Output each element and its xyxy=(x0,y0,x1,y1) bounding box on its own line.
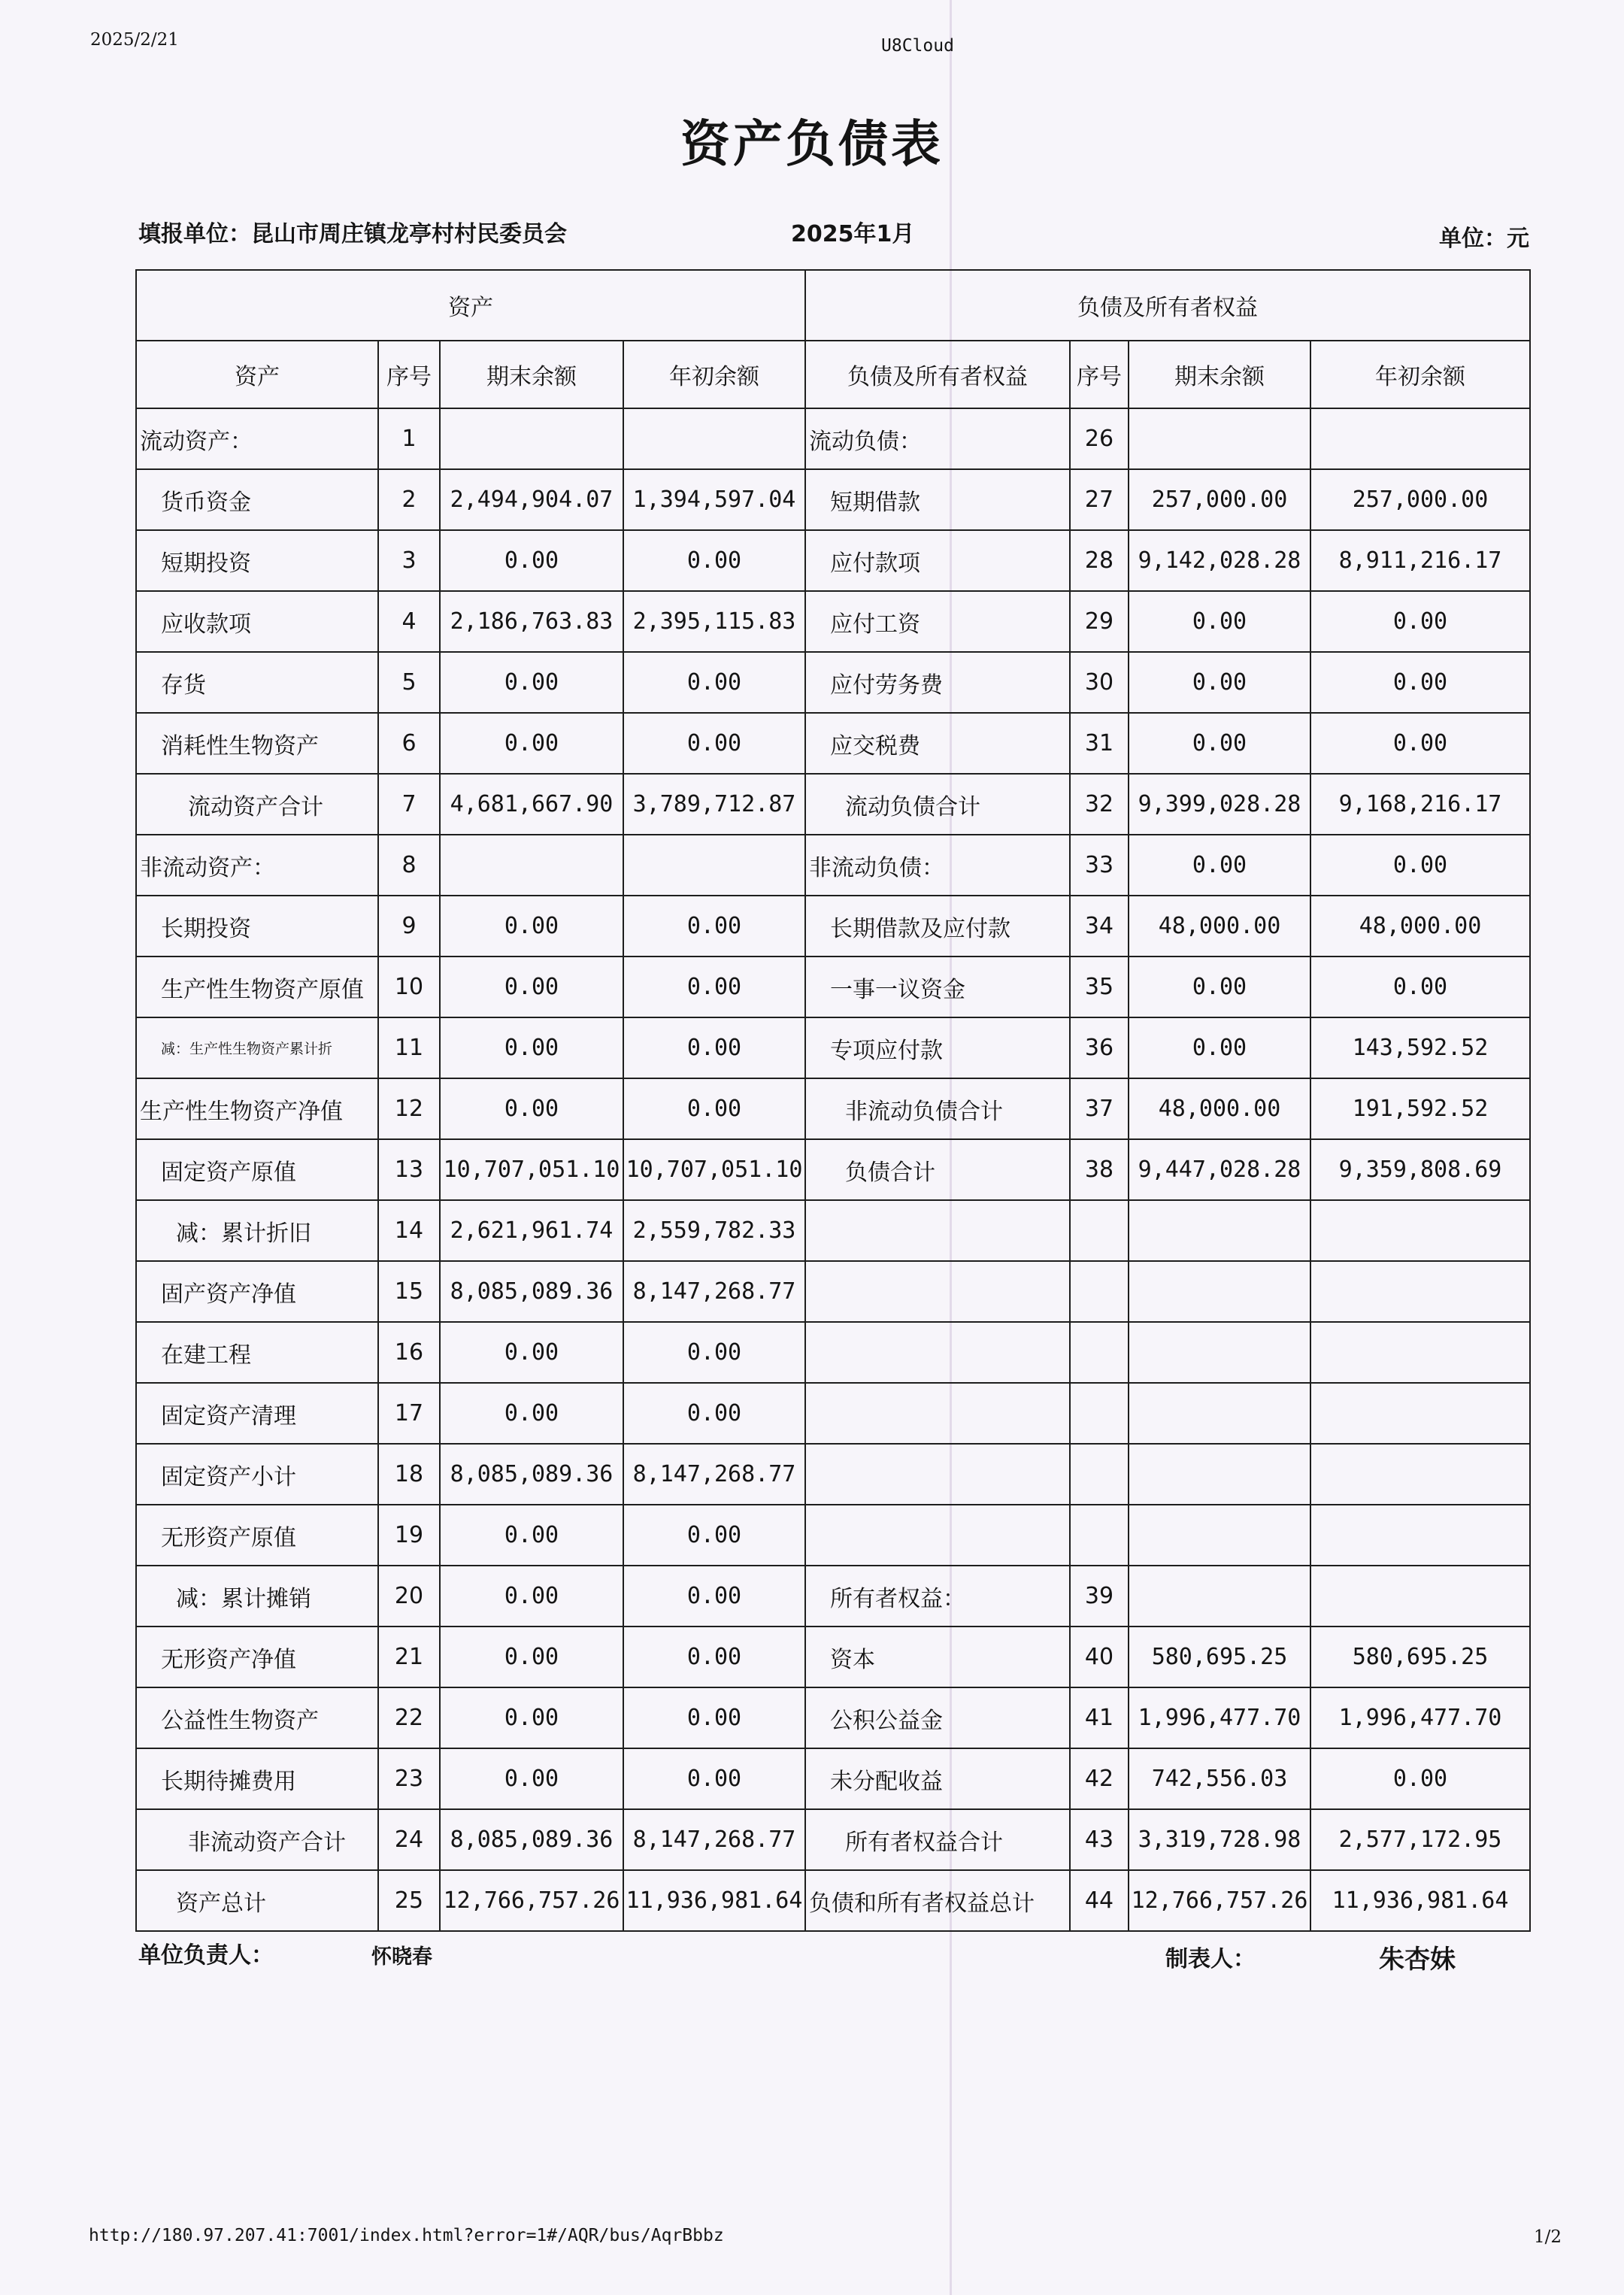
asset-name-cell: 消耗性生物资产 xyxy=(136,713,378,774)
col-begin-balance-2: 年初余额 xyxy=(1310,341,1530,408)
asset-begin-balance-cell xyxy=(623,408,805,469)
asset-seq-cell: 9 xyxy=(378,896,440,957)
liab-seq-cell xyxy=(1070,1444,1129,1505)
asset-seq-cell: 23 xyxy=(378,1748,440,1809)
liab-end-balance-cell xyxy=(1129,1200,1310,1261)
liab-end-balance-cell: 257,000.00 xyxy=(1129,469,1310,530)
report-title: 资产负债表 xyxy=(680,115,944,173)
asset-name-cell: 无形资产原值 xyxy=(136,1505,378,1566)
asset-begin-balance-cell: 0.00 xyxy=(623,1566,805,1627)
report-period: 2025年1月 xyxy=(791,221,915,247)
asset-seq-cell: 13 xyxy=(378,1139,440,1200)
asset-seq-cell: 14 xyxy=(378,1200,440,1261)
asset-begin-balance-cell: 1,394,597.04 xyxy=(623,469,805,530)
liab-end-balance-cell: 1,996,477.70 xyxy=(1129,1687,1310,1748)
asset-begin-balance-cell: 0.00 xyxy=(623,1078,805,1139)
liab-seq-cell: 44 xyxy=(1070,1870,1129,1931)
liab-end-balance-cell: 0.00 xyxy=(1129,713,1310,774)
liab-name-cell: 应付款项 xyxy=(805,530,1070,591)
liab-begin-balance-cell: 0.00 xyxy=(1310,713,1530,774)
col-liab-name: 负债及所有者权益 xyxy=(805,341,1070,408)
asset-name-cell: 公益性生物资产 xyxy=(136,1687,378,1748)
page-number: 1/2 xyxy=(1534,2227,1562,2247)
liab-name-cell xyxy=(805,1200,1070,1261)
table-row xyxy=(136,1139,1530,1200)
liab-seq-cell xyxy=(1070,1200,1129,1261)
asset-seq-cell: 1 xyxy=(378,408,440,469)
asset-end-balance-cell: 0.00 xyxy=(440,1017,623,1078)
liab-begin-balance-cell xyxy=(1310,1383,1530,1444)
liab-end-balance-cell: 0.00 xyxy=(1129,652,1310,713)
asset-begin-balance-cell: 2,559,782.33 xyxy=(623,1200,805,1261)
asset-begin-balance-cell: 0.00 xyxy=(623,1748,805,1809)
liab-end-balance-cell: 48,000.00 xyxy=(1129,896,1310,957)
asset-end-balance-cell: 0.00 xyxy=(440,896,623,957)
section-header-row xyxy=(136,270,1530,341)
asset-seq-cell: 25 xyxy=(378,1870,440,1931)
liab-seq-cell: 42 xyxy=(1070,1748,1129,1809)
asset-seq-cell: 4 xyxy=(378,591,440,652)
liab-name-cell: 流动负债： xyxy=(805,408,1070,469)
liab-seq-cell xyxy=(1070,1383,1129,1444)
asset-name-cell: 流动资产： xyxy=(136,408,378,469)
asset-begin-balance-cell: 10,707,051.10 xyxy=(623,1139,805,1200)
asset-begin-balance-cell: 8,147,268.77 xyxy=(623,1261,805,1322)
liab-begin-balance-cell: 143,592.52 xyxy=(1310,1017,1530,1078)
liab-seq-cell: 32 xyxy=(1070,774,1129,835)
asset-begin-balance-cell: 3,789,712.87 xyxy=(623,774,805,835)
liab-seq-cell: 37 xyxy=(1070,1078,1129,1139)
asset-seq-cell: 15 xyxy=(378,1261,440,1322)
liab-end-balance-cell: 742,556.03 xyxy=(1129,1748,1310,1809)
liab-begin-balance-cell: 9,168,216.17 xyxy=(1310,774,1530,835)
liab-begin-balance-cell: 580,695.25 xyxy=(1310,1627,1530,1687)
asset-begin-balance-cell: 0.00 xyxy=(623,652,805,713)
liab-seq-cell: 33 xyxy=(1070,835,1129,896)
liab-seq-cell: 34 xyxy=(1070,896,1129,957)
asset-name-cell: 非流动资产合计 xyxy=(136,1809,378,1870)
table-row xyxy=(136,1017,1530,1078)
asset-name-cell: 减：累计摊销 xyxy=(136,1566,378,1627)
liab-seq-cell: 43 xyxy=(1070,1809,1129,1870)
asset-seq-cell: 17 xyxy=(378,1383,440,1444)
asset-end-balance-cell: 0.00 xyxy=(440,1748,623,1809)
liab-end-balance-cell: 9,142,028.28 xyxy=(1129,530,1310,591)
liab-begin-balance-cell: 1,996,477.70 xyxy=(1310,1687,1530,1748)
liab-name-cell xyxy=(805,1444,1070,1505)
table-row xyxy=(136,1322,1530,1383)
asset-seq-cell: 19 xyxy=(378,1505,440,1566)
asset-seq-cell: 11 xyxy=(378,1017,440,1078)
liab-end-balance-cell: 0.00 xyxy=(1129,957,1310,1017)
asset-end-balance-cell: 8,085,089.36 xyxy=(440,1444,623,1505)
asset-seq-cell: 7 xyxy=(378,774,440,835)
table-row xyxy=(136,957,1530,1017)
liab-end-balance-cell: 0.00 xyxy=(1129,591,1310,652)
asset-seq-cell: 24 xyxy=(378,1809,440,1870)
liab-name-cell: 流动负债合计 xyxy=(805,774,1070,835)
liab-name-cell: 非流动负债合计 xyxy=(805,1078,1070,1139)
liab-end-balance-cell: 0.00 xyxy=(1129,1017,1310,1078)
liab-begin-balance-cell xyxy=(1310,408,1530,469)
liab-seq-cell: 36 xyxy=(1070,1017,1129,1078)
liab-end-balance-cell xyxy=(1129,1505,1310,1566)
asset-seq-cell: 20 xyxy=(378,1566,440,1627)
liab-seq-cell xyxy=(1070,1261,1129,1322)
asset-seq-cell: 2 xyxy=(378,469,440,530)
liab-begin-balance-cell: 191,592.52 xyxy=(1310,1078,1530,1139)
liab-name-cell xyxy=(805,1261,1070,1322)
asset-end-balance-cell: 2,186,763.83 xyxy=(440,591,623,652)
asset-end-balance-cell: 0.00 xyxy=(440,1505,623,1566)
table-row xyxy=(136,1383,1530,1444)
asset-name-cell: 减：累计折旧 xyxy=(136,1200,378,1261)
asset-begin-balance-cell xyxy=(623,835,805,896)
liab-name-cell: 资本 xyxy=(805,1627,1070,1687)
currency-unit: 单位：元 xyxy=(1439,226,1529,252)
asset-name-cell: 货币资金 xyxy=(136,469,378,530)
table-row xyxy=(136,469,1530,530)
liab-name-cell: 负债合计 xyxy=(805,1139,1070,1200)
asset-seq-cell: 22 xyxy=(378,1687,440,1748)
liab-name-cell xyxy=(805,1505,1070,1566)
asset-seq-cell: 21 xyxy=(378,1627,440,1687)
table-row xyxy=(136,1505,1530,1566)
col-end-balance: 期末余额 xyxy=(440,341,623,408)
liab-begin-balance-cell: 2,577,172.95 xyxy=(1310,1809,1530,1870)
liab-end-balance-cell xyxy=(1129,1444,1310,1505)
asset-begin-balance-cell: 0.00 xyxy=(623,1322,805,1383)
asset-seq-cell: 6 xyxy=(378,713,440,774)
liab-seq-cell: 41 xyxy=(1070,1687,1129,1748)
app-name: U8Cloud xyxy=(881,36,954,56)
asset-seq-cell: 3 xyxy=(378,530,440,591)
liab-seq-cell: 29 xyxy=(1070,591,1129,652)
liab-end-balance-cell: 580,695.25 xyxy=(1129,1627,1310,1687)
asset-begin-balance-cell: 0.00 xyxy=(623,1627,805,1687)
liab-end-balance-cell xyxy=(1129,408,1310,469)
asset-name-cell: 长期待摊费用 xyxy=(136,1748,378,1809)
asset-end-balance-cell: 10,707,051.10 xyxy=(440,1139,623,1200)
liab-begin-balance-cell: 0.00 xyxy=(1310,591,1530,652)
liab-end-balance-cell: 0.00 xyxy=(1129,835,1310,896)
liab-begin-balance-cell: 257,000.00 xyxy=(1310,469,1530,530)
table-row xyxy=(136,1627,1530,1687)
print-date: 2025/2/21 xyxy=(90,30,179,50)
asset-name-cell: 非流动资产： xyxy=(136,835,378,896)
liab-begin-balance-cell xyxy=(1310,1200,1530,1261)
asset-seq-cell: 10 xyxy=(378,957,440,1017)
liabilities-section-header: 负债及所有者权益 xyxy=(805,270,1530,341)
liab-name-cell: 非流动负债： xyxy=(805,835,1070,896)
liab-seq-cell: 31 xyxy=(1070,713,1129,774)
asset-begin-balance-cell: 0.00 xyxy=(623,1687,805,1748)
table-row xyxy=(136,835,1530,896)
liab-begin-balance-cell: 0.00 xyxy=(1310,957,1530,1017)
asset-name-cell: 固定资产原值 xyxy=(136,1139,378,1200)
asset-seq-cell: 16 xyxy=(378,1322,440,1383)
liab-name-cell: 专项应付款 xyxy=(805,1017,1070,1078)
liab-seq-cell: 38 xyxy=(1070,1139,1129,1200)
col-seq-2: 序号 xyxy=(1070,341,1129,408)
liab-begin-balance-cell xyxy=(1310,1505,1530,1566)
asset-name-cell: 流动资产合计 xyxy=(136,774,378,835)
asset-end-balance-cell: 0.00 xyxy=(440,652,623,713)
liab-end-balance-cell xyxy=(1129,1261,1310,1322)
asset-end-balance-cell: 0.00 xyxy=(440,713,623,774)
asset-end-balance-cell: 0.00 xyxy=(440,1566,623,1627)
liab-name-cell: 应付工资 xyxy=(805,591,1070,652)
asset-begin-balance-cell: 8,147,268.77 xyxy=(623,1444,805,1505)
table-row xyxy=(136,408,1530,469)
asset-name-cell: 应收款项 xyxy=(136,591,378,652)
liab-name-cell: 应付劳务费 xyxy=(805,652,1070,713)
table-row xyxy=(136,591,1530,652)
asset-end-balance-cell: 0.00 xyxy=(440,1383,623,1444)
table-row xyxy=(136,774,1530,835)
col-begin-balance: 年初余额 xyxy=(623,341,805,408)
asset-begin-balance-cell: 0.00 xyxy=(623,1505,805,1566)
table-row xyxy=(136,1870,1530,1931)
table-row xyxy=(136,713,1530,774)
assets-section-header: 资产 xyxy=(136,270,805,341)
asset-end-balance-cell: 4,681,667.90 xyxy=(440,774,623,835)
liab-begin-balance-cell xyxy=(1310,1261,1530,1322)
asset-name-cell: 存货 xyxy=(136,652,378,713)
liab-end-balance-cell: 9,447,028.28 xyxy=(1129,1139,1310,1200)
liab-name-cell xyxy=(805,1322,1070,1383)
asset-end-balance-cell: 8,085,089.36 xyxy=(440,1809,623,1870)
asset-begin-balance-cell: 11,936,981.64 xyxy=(623,1870,805,1931)
liab-name-cell: 负债和所有者权益总计 xyxy=(805,1870,1070,1931)
asset-seq-cell: 18 xyxy=(378,1444,440,1505)
liab-name-cell: 短期借款 xyxy=(805,469,1070,530)
liab-seq-cell: 28 xyxy=(1070,530,1129,591)
asset-name-cell: 生产性生物资产原值 xyxy=(136,957,378,1017)
asset-name-cell: 在建工程 xyxy=(136,1322,378,1383)
liab-name-cell: 长期借款及应付款 xyxy=(805,896,1070,957)
col-seq: 序号 xyxy=(378,341,440,408)
unit-head-name: 怀晓春 xyxy=(371,1945,432,1969)
liab-begin-balance-cell xyxy=(1310,1566,1530,1627)
liab-begin-balance-cell: 48,000.00 xyxy=(1310,896,1530,957)
asset-end-balance-cell: 0.00 xyxy=(440,1687,623,1748)
liab-end-balance-cell xyxy=(1129,1322,1310,1383)
asset-end-balance-cell: 0.00 xyxy=(440,530,623,591)
asset-begin-balance-cell: 0.00 xyxy=(623,957,805,1017)
liab-name-cell: 一事一议资金 xyxy=(805,957,1070,1017)
asset-begin-balance-cell: 0.00 xyxy=(623,1017,805,1078)
table-row xyxy=(136,1809,1530,1870)
asset-name-cell: 长期投资 xyxy=(136,896,378,957)
liab-end-balance-cell xyxy=(1129,1383,1310,1444)
liab-seq-cell: 27 xyxy=(1070,469,1129,530)
asset-seq-cell: 8 xyxy=(378,835,440,896)
liab-name-cell: 公积公益金 xyxy=(805,1687,1070,1748)
liab-name-cell: 所有者权益： xyxy=(805,1566,1070,1627)
liab-begin-balance-cell xyxy=(1310,1322,1530,1383)
table-row xyxy=(136,1078,1530,1139)
asset-name-cell: 生产性生物资产净值 xyxy=(136,1078,378,1139)
table-row xyxy=(136,652,1530,713)
liab-seq-cell: 26 xyxy=(1070,408,1129,469)
asset-end-balance-cell xyxy=(440,835,623,896)
table-row xyxy=(136,1200,1530,1261)
liab-seq-cell xyxy=(1070,1505,1129,1566)
asset-begin-balance-cell: 0.00 xyxy=(623,1383,805,1444)
liab-name-cell: 未分配收益 xyxy=(805,1748,1070,1809)
liab-name-cell: 所有者权益合计 xyxy=(805,1809,1070,1870)
liab-end-balance-cell: 3,319,728.98 xyxy=(1129,1809,1310,1870)
liab-name-cell: 应交税费 xyxy=(805,713,1070,774)
liab-end-balance-cell: 9,399,028.28 xyxy=(1129,774,1310,835)
preparer-name: 朱杏妹 xyxy=(1379,1945,1456,1975)
liab-seq-cell: 39 xyxy=(1070,1566,1129,1627)
col-asset-name: 资产 xyxy=(136,341,378,408)
liab-begin-balance-cell: 11,936,981.64 xyxy=(1310,1870,1530,1931)
column-header-row xyxy=(136,341,1530,408)
asset-end-balance-cell: 8,085,089.36 xyxy=(440,1261,623,1322)
liab-end-balance-cell: 12,766,757.26 xyxy=(1129,1870,1310,1931)
asset-begin-balance-cell: 0.00 xyxy=(623,530,805,591)
asset-end-balance-cell: 0.00 xyxy=(440,1322,623,1383)
asset-end-balance-cell xyxy=(440,408,623,469)
asset-seq-cell: 5 xyxy=(378,652,440,713)
asset-begin-balance-cell: 0.00 xyxy=(623,713,805,774)
liab-begin-balance-cell: 0.00 xyxy=(1310,652,1530,713)
liab-begin-balance-cell xyxy=(1310,1444,1530,1505)
table-row xyxy=(136,530,1530,591)
reporting-org: 填报单位：昆山市周庄镇龙亭村村民委员会 xyxy=(138,221,567,247)
asset-begin-balance-cell: 2,395,115.83 xyxy=(623,591,805,652)
asset-name-cell: 减：生产性生物资产累计折 xyxy=(136,1017,378,1078)
asset-end-balance-cell: 2,621,961.74 xyxy=(440,1200,623,1261)
liab-end-balance-cell: 48,000.00 xyxy=(1129,1078,1310,1139)
liab-seq-cell: 35 xyxy=(1070,957,1129,1017)
table-row xyxy=(136,1566,1530,1627)
table-row xyxy=(136,1687,1530,1748)
liab-begin-balance-cell: 9,359,808.69 xyxy=(1310,1139,1530,1200)
table-row xyxy=(136,1261,1530,1322)
liab-seq-cell: 40 xyxy=(1070,1627,1129,1687)
liab-begin-balance-cell: 0.00 xyxy=(1310,1748,1530,1809)
asset-begin-balance-cell: 0.00 xyxy=(623,896,805,957)
asset-end-balance-cell: 0.00 xyxy=(440,957,623,1017)
table-row xyxy=(136,896,1530,957)
asset-end-balance-cell: 2,494,904.07 xyxy=(440,469,623,530)
asset-name-cell: 资产总计 xyxy=(136,1870,378,1931)
asset-seq-cell: 12 xyxy=(378,1078,440,1139)
page-url: http://180.97.207.41:7001/index.html?error=1#/AQR/bus/AqrBbbz xyxy=(89,2226,724,2245)
asset-name-cell: 无形资产净值 xyxy=(136,1627,378,1687)
liab-end-balance-cell xyxy=(1129,1566,1310,1627)
table-row xyxy=(136,1444,1530,1505)
liab-begin-balance-cell: 8,911,216.17 xyxy=(1310,530,1530,591)
liab-seq-cell xyxy=(1070,1322,1129,1383)
asset-name-cell: 短期投资 xyxy=(136,530,378,591)
asset-begin-balance-cell: 8,147,268.77 xyxy=(623,1809,805,1870)
unit-head-label: 单位负责人： xyxy=(138,1942,274,1969)
asset-end-balance-cell: 0.00 xyxy=(440,1078,623,1139)
liab-begin-balance-cell: 0.00 xyxy=(1310,835,1530,896)
liab-seq-cell: 30 xyxy=(1070,652,1129,713)
asset-end-balance-cell: 0.00 xyxy=(440,1627,623,1687)
liab-name-cell xyxy=(805,1383,1070,1444)
asset-name-cell: 固产资产净值 xyxy=(136,1261,378,1322)
asset-end-balance-cell: 12,766,757.26 xyxy=(440,1870,623,1931)
table-row xyxy=(136,1748,1530,1809)
col-end-balance-2: 期末余额 xyxy=(1129,341,1310,408)
balance-sheet-table xyxy=(135,269,1531,1932)
preparer-label: 制表人： xyxy=(1165,1946,1256,1972)
asset-name-cell: 固定资产清理 xyxy=(136,1383,378,1444)
asset-name-cell: 固定资产小计 xyxy=(136,1444,378,1505)
